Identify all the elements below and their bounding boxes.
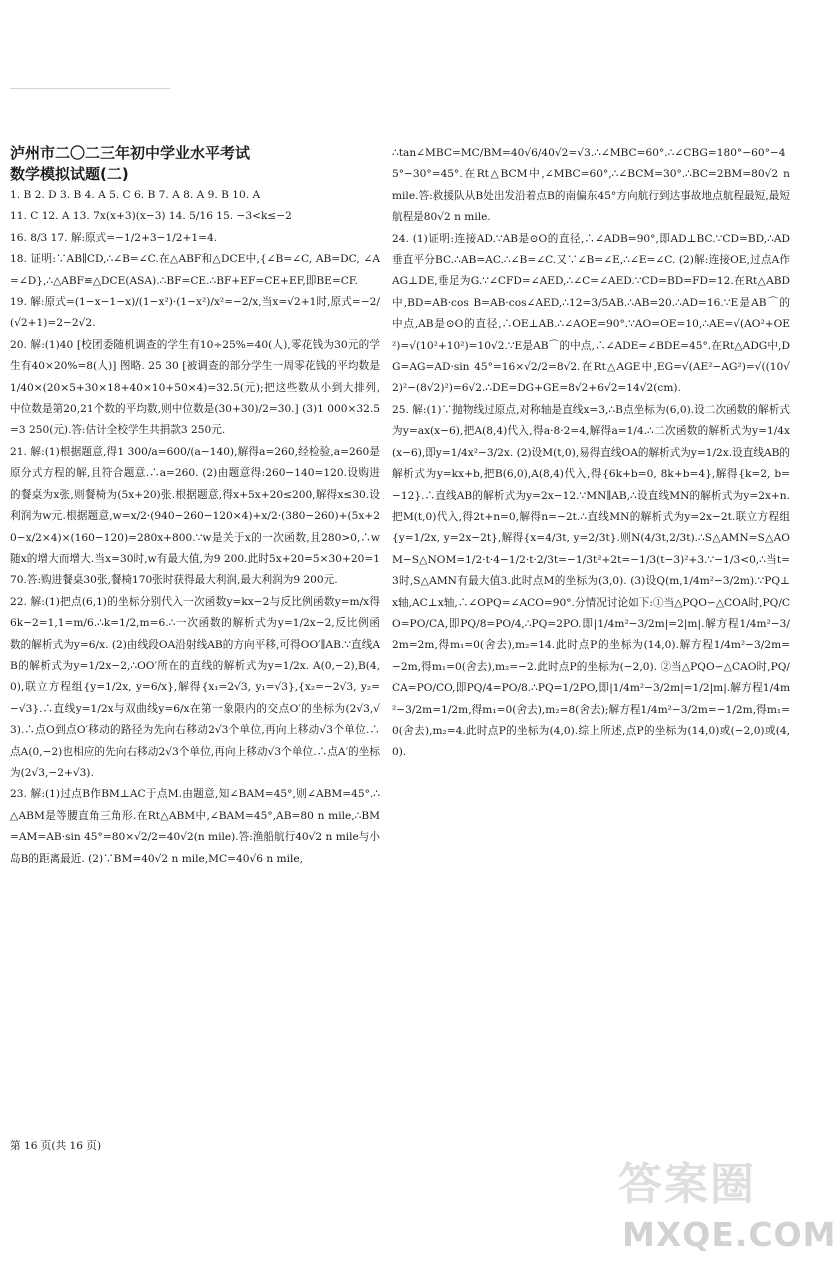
- watermark-logo: [618, 1158, 837, 1258]
- answer-24: 24. (1)证明:连接AD.∵AB是⊙O的直径,∴∠ADB=90°,即AD⊥BC.∵CD=BD,∴AD垂直平分BC.∴AB=AC.∴∠B=∠C.又∵∠B=∠E,∴∠E=∠C. (2)解:连接OE,过点A作AG⊥DE,垂足为G.∵∠CFD=∠AED,∴∠C=∠AED.∵CD=BD=FD=12.在Rt△ABD中,BD=AB·cos B=AB·cos∠AED,∴12=3/5AB.∴AB=20.∴AD=16.∵E是AB⌒的中点,AB是⊙O的直径,∴OE⊥AB.∴∠AOE=90°.∵AO=OE=10,∴AE=√(AO²+OE²)=√(10²+10²)=10√2.∵E是AB⌒的中点,∴∠ADE=∠BDE=45°.在Rt△ADG中,DG=AG=AD·sin 45°=16×√2/2=8√2.在Rt△AGE中,EG=√(AE²−AG²)=√((10√2)²−(8√2)²)=6√2.∴DE=DG+GE=8√2+6√2=14√2(cm).: [392, 232, 790, 395]
- answer-16-17: 16. 8/3 17. 解:原式=−1/2+3−1/2+1=4.: [10, 231, 218, 244]
- answer-22: 22. 解:(1)把点(6,1)的坐标分别代入一次函数y=kx−2与反比例函数y=m/x得6k−2=1,1=m/6.∴k=1/2,m=6.∴一次函数的解析式为y=1/2x−2,反比例函数的解析式为y=6/x. (2)由线段OA沿射线AB的方向平移,可得OO′∥AB.∵直线AB的解析式为y=1/2x−2,∴OO′所在的直线的解析式为y=1/2x. A(0,−2),B(4,0),联立方程组{y=1/2x, y=6/x},解得{x₁=2√3, y₁=√3},{x₂=−2√3, y₂=−√3}.∴直线y=1/2x与双曲线y=6/x在第一象限内的交点O′的坐标为(2√3,√3).∴点O到点O′移动的路径为先向右移动2√3个单位,再向上移动√3个单位.∴点A(0,−2)也相应的先向右移动2√3个单位,再向上移动√3个单位.∴点A′的坐标为(2√3,−2+√3).: [10, 595, 380, 779]
- left-column: [10, 143, 380, 870]
- watermark-top-text: 答案圈: [618, 1159, 756, 1210]
- title-line-2: 数学模拟试题(二): [10, 165, 129, 183]
- answer-row-1-10: 1. B 2. D 3. B 4. A 5. C 6. B 7. A 8. A 9. B 10. A: [10, 189, 261, 201]
- answer-23: 23. 解:(1)过点B作BM⊥AC于点M.由题意,知∠BAM=45°,则∠ABM=45°.∴△ABM是等腰直角三角形.在Rt△ABM中,∠BAM=45°,AB=80 n mile,∴BM=AM=AB·sin 45°=80×√2/2=40√2(n mile).答:渔船航行40√2 n mile与小岛B的距离最近. (2)∵BM=40√2 n mile,MC=40√6 n mile,: [10, 788, 380, 865]
- right-column: [392, 143, 790, 764]
- watermark-bottom-text: MXQE.COM: [622, 1215, 837, 1254]
- answer-20: 20. 解:(1)40 [校团委随机调查的学生有10÷25%=40(人),零花钱为30元的学生有40×20%=8(人)] 图略. 25 30 [被调查的部分学生一周零花钱的平均数是1/40×(20×5+30×18+40×10+50×4)=32.5(元);把这些数从小到大排列,中位数是第20,21个数的平均数,则中位数是(30+30)/2=30.] (3)1 000×32.5=3 250(元).答:估计全校学生共捐款3 250元.: [10, 338, 380, 437]
- answer-25: 25. 解:(1)∵抛物线过原点,对称轴是直线x=3,∴B点坐标为(6,0).设二次函数的解析式为y=ax(x−6),把A(8,4)代入,得a·8·2=4,解得a=1/4.∴二次函数的解析式为y=1/4x(x−6),即y=1/4x²−3/2x. (2)设M(t,0),易得直线OA的解析式为y=1/2x.设直线AB的解析式为y=kx+b,把B(6,0),A(8,4)代入,得{6k+b=0, 8k+b=4},解得{k=2, b=−12}.∴直线AB的解析式为y=2x−12.∵MN∥AB,∴设直线MN的解析式为y=2x+n.把M(t,0)代入,得2t+n=0,解得n=−2t.∴直线MN的解析式为y=2x−2t.联立方程组{y=1/2x, y=2x−2t},解得{x=4/3t, y=2/3t}.则N(4/3t,2/3t).∴S△AMN=S△AOM−S△NOM=1/2·t·4−1/2·t·2/3t=−1/3t²+2t=−1/3(t−3)²+3.∵−1/3<0,∴当t=3时,S△AMN有最大值3.此时点M的坐标为(3,0). (3)设Q(m,1/4m²−3/2m).∵PQ⊥x轴,AC⊥x轴,∴∠OPQ=∠ACO=90°.分情况讨论如下:①当△PQO∽△COA时,PQ/CO=PO/CA,即PQ/8=PO/4,∴PQ=2PO.即|1/4m²−3/2m|=2|m|.解方程1/4m²−3/2m=2m,得m₁=0(舍去),m₂=14.此时点P的坐标为(14,0).解方程1/4m²−3/2m=−2m,得m₁=0(舍去),m₂=−2.此时点P的坐标为(−2,0). ②当△PQO∽△CAO时,PQ/CA=PO/CO,即PQ/4=PO/8.∴PQ=1/2PO,即|1/4m²−3/2m|=1/2|m|.解方程1/4m²−3/2m=1/2m,得m₁=0(舍去),m₂=8(舍去);解方程1/4m²−3/2m=−1/2m,得m₁=0(舍去),m₂=4.此时点P的坐标为(4,0).综上所述,点P的坐标为(14,0)或(−2,0)或(4,0).: [392, 403, 790, 759]
- answer-23-continued: ∴tan∠MBC=MC/BM=40√6/40√2=√3.∴∠MBC=60°.∴∠CBG=180°−60°−45°−30°=45°.在Rt△BCM中,∠MBC=60°,∴∠BCM=30°.∴BC=2BM=80√2 n mile.答:救援队从B处出发沿着点B的南偏东45°方向航行到达事故地点航程最短,最短航程是80√2 n mile.: [392, 147, 790, 224]
- answer-18: 18. 证明:∵AB∥CD,∴∠B=∠C.在△ABF和△DCE中,{∠B=∠C, AB=DC, ∠A=∠D},∴△ABF≌△DCE(ASA).∴BF=CE.∴BF+EF=CE+EF,即BE=CF.: [10, 253, 380, 287]
- answer-21: 21. 解:(1)根据题意,得1 300/a=600/(a−140),解得a=260,经检验,a=260是原分式方程的解,且符合题意.∴a=260. (2)由题意得:260−140=120.设购进的餐桌为x张,则餐椅为(5x+20)张.根据题意,得x+5x+20≤200,解得x≤30.设利润为w元.根据题意,w=x/2·(940−260−120×4)+x/2·(380−260)+(5x+20−x/2×4)×(160−120)=280x+800.∵w是关于x的一次函数,且280>0,∴w随x的增大而增大.当x=30时,w有最大值,为9 200.此时5x+20=5×30+20=170.答:购进餐桌30张,餐椅170张时获得最大利润,最大利润为9 200元.: [10, 445, 380, 587]
- answer-row-11-15: 11. C 12. A 13. 7x(x+3)(x−3) 14. 5/16 15. −3<k≤−2: [10, 210, 292, 223]
- page-footer: 第 16 页(共 16 页): [10, 1140, 102, 1152]
- top-rule: [10, 88, 170, 89]
- answer-19: 19. 解:原式=(1−x−1−x)/(1−x²)·(1−x²)/x²=−2/x,当x=√2+1时,原式=−2/(√2+1)=2−2√2.: [10, 296, 380, 330]
- title-line-1: 泸州市二〇二三年初中学业水平考试: [10, 144, 251, 162]
